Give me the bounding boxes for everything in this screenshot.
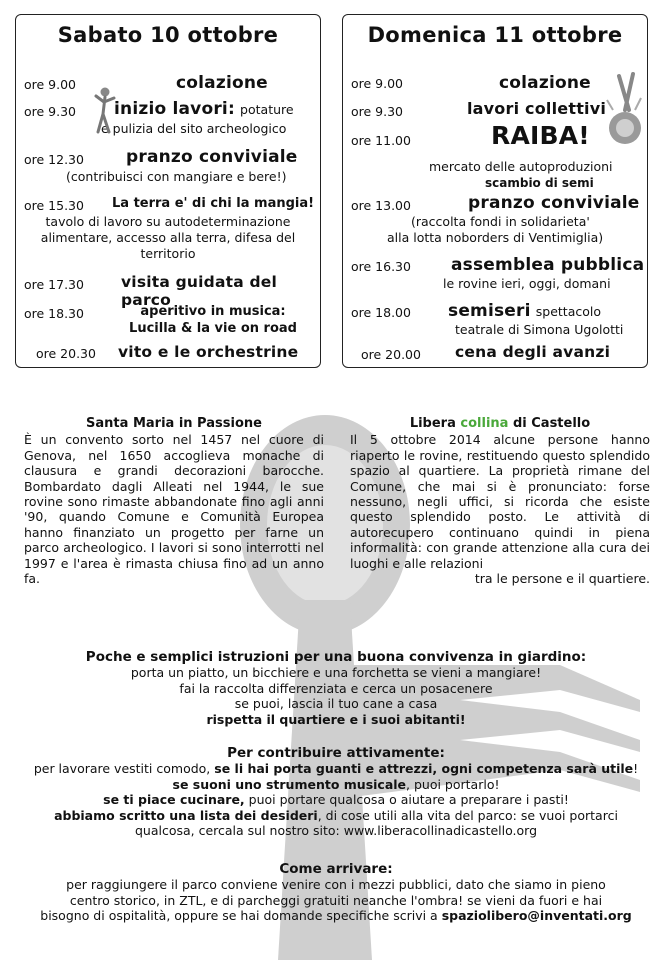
arrive-l3-a: bisogno di ospitalità, oppure se hai domande specifiche scrivi a: [40, 908, 442, 924]
sat-e7-time: ore 20.30: [36, 346, 96, 361]
sunday-title: Domenica 11 ottobre: [367, 23, 623, 47]
libera-collina-section: [350, 416, 650, 586]
sat-e3-time: ore 12.30: [24, 152, 84, 167]
arrive-line-1: per raggiungere il parco conviene venire con i mezzi pubblici, dato che siamo in pieno: [66, 877, 606, 893]
rules-line-1: porta un piatto, un bicchiere e una forchetta se vieni a mangiare!: [130, 665, 542, 681]
libera-title: [350, 416, 650, 431]
saturday-title: Sabato 10 ottobre: [57, 23, 279, 47]
juggler-doodle-icon: [595, 70, 651, 150]
sat-e3-title: pranzo conviviale: [126, 147, 298, 167]
sun-e3-desc2: scambio di semi: [485, 176, 594, 190]
contribute-l2-b: , puoi portarlo!: [406, 776, 500, 792]
sat-e1-time: ore 9.00: [24, 77, 77, 92]
contribute-line-5: qualcosa, cercala sul nostro sito: www.liberacollinadicastello.org: [134, 823, 538, 839]
arrive-heading: Come arrivare:: [279, 861, 393, 877]
arrive-line-3: [24, 908, 648, 923]
sun-e6-desc1: spettacolo: [535, 304, 601, 319]
contribute-l1-b: se li hai porta guanti e attrezzi, ogni competenza sarà utile: [214, 761, 634, 777]
contribute-l3-b: puoi portare qualcosa o aiutare a preparare i pasti!: [244, 792, 569, 808]
sun-e3-desc1: mercato delle autoproduzioni: [429, 159, 613, 174]
contribute-l3-a: se ti piace cucinare,: [103, 792, 245, 808]
sat-e2-time: ore 9.30: [24, 104, 77, 119]
sun-e2-title: lavori collettivi: [467, 99, 607, 118]
contribute-line-1: [24, 761, 648, 776]
rules-line-3: se puoi, lascia il tuo cane a casa: [234, 696, 438, 712]
santa-maria-section: [24, 416, 324, 586]
sat-e4-desc1: tavolo di lavoro su autodeterminazione: [45, 214, 291, 229]
contribute-l1-c: !: [633, 761, 639, 777]
sat-e1-title: colazione: [176, 73, 268, 93]
sun-e5-time: ore 16.30: [351, 259, 411, 274]
sun-e5-desc: le rovine ieri, oggi, domani: [443, 276, 611, 291]
sat-e4-title: La terra e' di chi la mangia!: [112, 196, 315, 211]
rules-heading: Poche e semplici istruzioni per una buona convivenza in giardino:: [85, 649, 587, 665]
arrive-line-2: centro storico, in ZTL, e di parcheggi gratuiti neanche l'ombra! se vieni da fuori e hai: [69, 892, 603, 908]
contribute-heading: Per contribuire attivamente:: [227, 745, 445, 761]
sun-e6-time: ore 18.00: [351, 305, 411, 320]
dancer-doodle-icon: [94, 86, 116, 136]
arrive-section: [24, 862, 648, 924]
sat-e6-desc: Lucilla & la vie on road: [129, 321, 297, 336]
sat-e7-title: vito e le orchestrine: [118, 343, 299, 361]
contribute-l4-b: , di cose utili alla vita del parco: se vuoi portarci: [317, 807, 618, 823]
contribute-l1-a: per lavorare vestiti comodo,: [33, 761, 215, 777]
sat-e4-desc2: alimentare, accesso alla terra, difesa del: [40, 230, 296, 245]
libera-title-c: di Castello: [508, 416, 591, 431]
contact-email-link[interactable]: spaziolibero@inventati.org: [441, 908, 632, 924]
sun-e2-time: ore 9.30: [351, 104, 404, 119]
sun-e4-desc1: (raccolta fondi in solidarieta': [411, 214, 590, 229]
contribute-l2-a: se suoni uno strumento musicale: [172, 776, 407, 792]
contribute-line-2: [24, 777, 648, 792]
sun-e7-title: cena degli avanzi: [455, 343, 611, 361]
sun-e1-time: ore 9.00: [351, 76, 404, 91]
libera-title-green: collina: [460, 416, 509, 431]
sat-e2-desc2: e pulizia del sito archeologico: [101, 121, 287, 136]
sat-e5-time: ore 17.30: [24, 277, 84, 292]
libera-title-a: Libera: [409, 416, 461, 431]
contribute-section: [24, 746, 648, 838]
sat-e4-desc3: territorio: [140, 246, 196, 261]
sat-e4-time: ore 15.30: [24, 198, 84, 213]
sat-e5-title: visita guidata del parco: [121, 273, 278, 309]
rules-line-2: fai la raccolta differenziata e cerca un posacenere: [179, 680, 493, 696]
contribute-line-4: [24, 808, 648, 823]
libera-text-end: tra le persone e il quartiere.: [474, 571, 650, 587]
sun-e5-title: assemblea pubblica: [451, 255, 645, 275]
sat-e6-time: ore 18.30: [24, 306, 84, 321]
sat-e6-title: aperitivo in musica:: [140, 304, 286, 319]
sun-e4-desc2: alla lotta noborders di Ventimiglia): [387, 230, 604, 245]
sun-e4-title: pranzo conviviale: [468, 193, 640, 213]
sat-e2-desc1: potature: [240, 102, 294, 117]
santa-maria-title: Santa Maria in Passione: [86, 416, 262, 431]
saturday-program-box: [15, 14, 321, 368]
contribute-line-3: [24, 792, 648, 807]
santa-maria-text: È un convento sorto nel 1457 nel cuore di Genova, nel 1650 accoglieva monache di clausura e grandi decorazioni barocche. Bombardato dagli Alleati nel 1944, le sue rovine sono rimaste abbandonate fino agli anni '90, quando Comune e Comunità Europea hanno finanziato un progetto per farne un parco archeologico. I lavori si sono interrotti nel 1997 e l'area è rimasta chiusa fino ad un anno fa.: [24, 432, 324, 587]
sun-e3-title: RAIBA!: [491, 121, 590, 150]
libera-text: Il 5 ottobre 2014 alcune persone hanno riaperto le rovine, restituendo questo splendido spazio al quartiere. La proprietà rimane del Comune, che mai si è pronunciato: forse nessuno, negli uffici, si ricorda che esiste questo splendido posto. Le attività di autorecupero continuano quindi in piena informalità: con grande attenzione alla cura dei luoghi e alle relazioni: [350, 432, 650, 571]
rules-line-4: rispetta il quartiere e i suoi abitanti!: [206, 711, 466, 727]
sun-e4-time: ore 13.00: [351, 198, 411, 213]
sun-e6-desc2: teatrale di Simona Ugolotti: [455, 322, 624, 337]
sun-e7-time: ore 20.00: [361, 347, 421, 362]
sun-e1-title: colazione: [499, 73, 591, 93]
sun-e6-title: semiseri: [448, 301, 531, 321]
sun-e3-time: ore 11.00: [351, 133, 411, 148]
contribute-l4-a: abbiamo scritto una lista dei desideri: [54, 807, 318, 823]
sunday-program-box: [342, 14, 648, 368]
sat-e3-desc: (contribuisci con mangiare e bere!): [66, 169, 287, 184]
rules-section: [24, 650, 648, 727]
sat-e2-title: inizio lavori:: [114, 99, 235, 119]
